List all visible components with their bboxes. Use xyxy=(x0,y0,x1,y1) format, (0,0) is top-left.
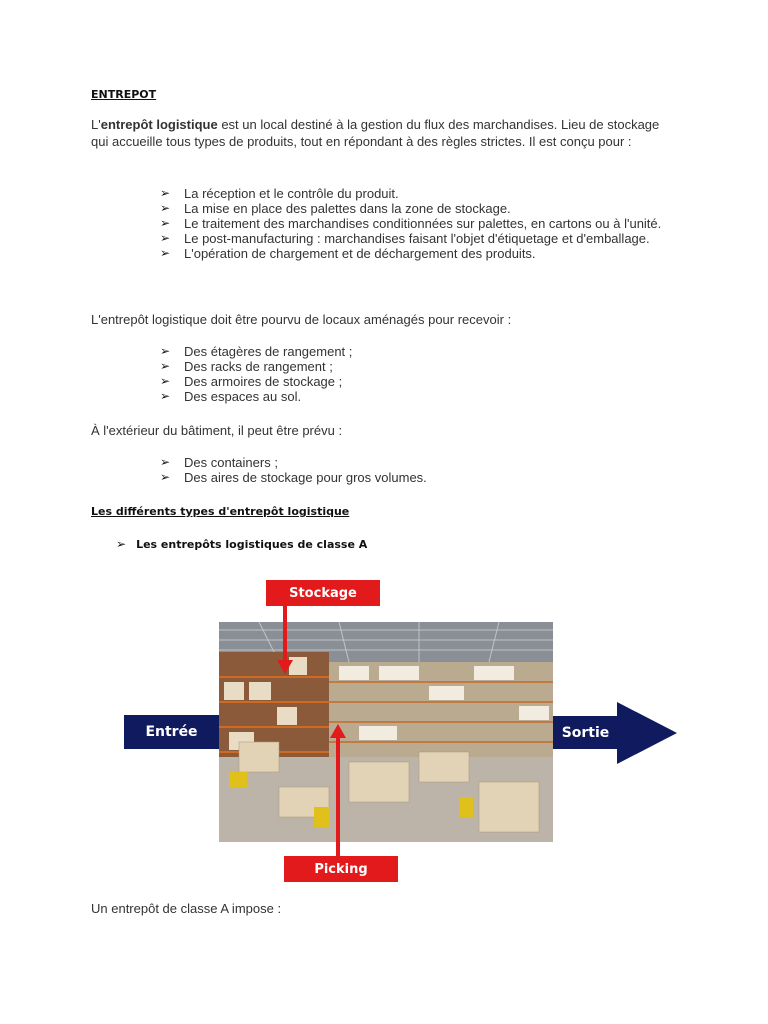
warehouse-flow-diagram xyxy=(120,576,680,886)
arrow-bullet-icon: ➢ xyxy=(160,201,171,215)
picking-arrow-icon xyxy=(330,724,346,856)
warehouse-photo xyxy=(219,622,553,842)
list-item: ➢ Des containers ; xyxy=(160,455,278,470)
entree-label: Entrée xyxy=(124,715,219,749)
list-item: ➢ Des racks de rangement ; xyxy=(160,359,333,374)
list-item: ➢ Des espaces au sol. xyxy=(160,389,302,404)
warehouse-illustration xyxy=(219,622,553,842)
facilities-list xyxy=(160,344,670,404)
exterior-list xyxy=(160,455,670,485)
arrow-bullet-icon: ➢ xyxy=(160,374,171,388)
facilities-paragraph: L'entrepôt logistique doit être pourvu de locaux aménagés pour recevoir : xyxy=(91,312,512,327)
arrow-bullet-icon: ➢ xyxy=(160,216,171,230)
class-a-heading: ➢ Les entrepôts logistiques de classe A xyxy=(116,537,368,551)
arrow-bullet-icon: ➢ xyxy=(160,186,171,200)
intro-paragraph xyxy=(91,116,671,150)
arrow-bullet-icon: ➢ xyxy=(160,359,171,373)
sortie-arrow-icon xyxy=(617,702,677,764)
arrow-bullet-icon: ➢ xyxy=(160,246,171,260)
page-title: ENTREPOT xyxy=(91,88,157,101)
arrow-bullet-icon: ➢ xyxy=(160,455,171,469)
intro-bold: entrepôt logistique xyxy=(100,117,218,132)
intro-prefix: L' xyxy=(91,117,101,132)
list-item: ➢ Des armoires de stockage ; xyxy=(160,374,343,389)
arrow-bullet-icon: ➢ xyxy=(160,231,171,245)
stockage-arrow-icon xyxy=(277,606,293,674)
arrow-bullet-icon: ➢ xyxy=(160,470,171,484)
list-item: ➢ Le traitement des marchandises conditionnées sur palettes, en cartons ou à l'unité. xyxy=(160,216,662,231)
functions-list xyxy=(160,186,670,261)
list-item: ➢ Des étagères de rangement ; xyxy=(160,344,353,359)
footer-text: Un entrepôt de classe A impose : xyxy=(91,901,282,916)
exterior-paragraph: À l'extérieur du bâtiment, il peut être prévu : xyxy=(91,423,343,438)
list-item: ➢ Le post-manufacturing : marchandises faisant l'objet d'étiquetage et d'emballage. xyxy=(160,231,650,246)
intro-rest: est un local destiné à la gestion du flux des marchandises. Lieu de stockage qui accueille tous types de produits, tout en répondant à des règles strictes. Il est conçu pour : xyxy=(91,117,660,149)
list-item: ➢ La mise en place des palettes dans la zone de stockage. xyxy=(160,201,511,216)
stockage-label: Stockage xyxy=(266,580,380,606)
section-heading: Les différents types d'entrepôt logistique xyxy=(91,505,350,518)
picking-label: Picking xyxy=(284,856,398,882)
arrow-bullet-icon: ➢ xyxy=(160,344,171,358)
list-item: ➢ Des aires de stockage pour gros volumes. xyxy=(160,470,427,485)
arrow-bullet-icon: ➢ xyxy=(116,537,127,551)
list-item: ➢ L'opération de chargement et de déchargement des produits. xyxy=(160,246,536,261)
sortie-label: Sortie xyxy=(553,716,618,749)
list-item: ➢ La réception et le contrôle du produit. xyxy=(160,186,399,201)
arrow-bullet-icon: ➢ xyxy=(160,389,171,403)
